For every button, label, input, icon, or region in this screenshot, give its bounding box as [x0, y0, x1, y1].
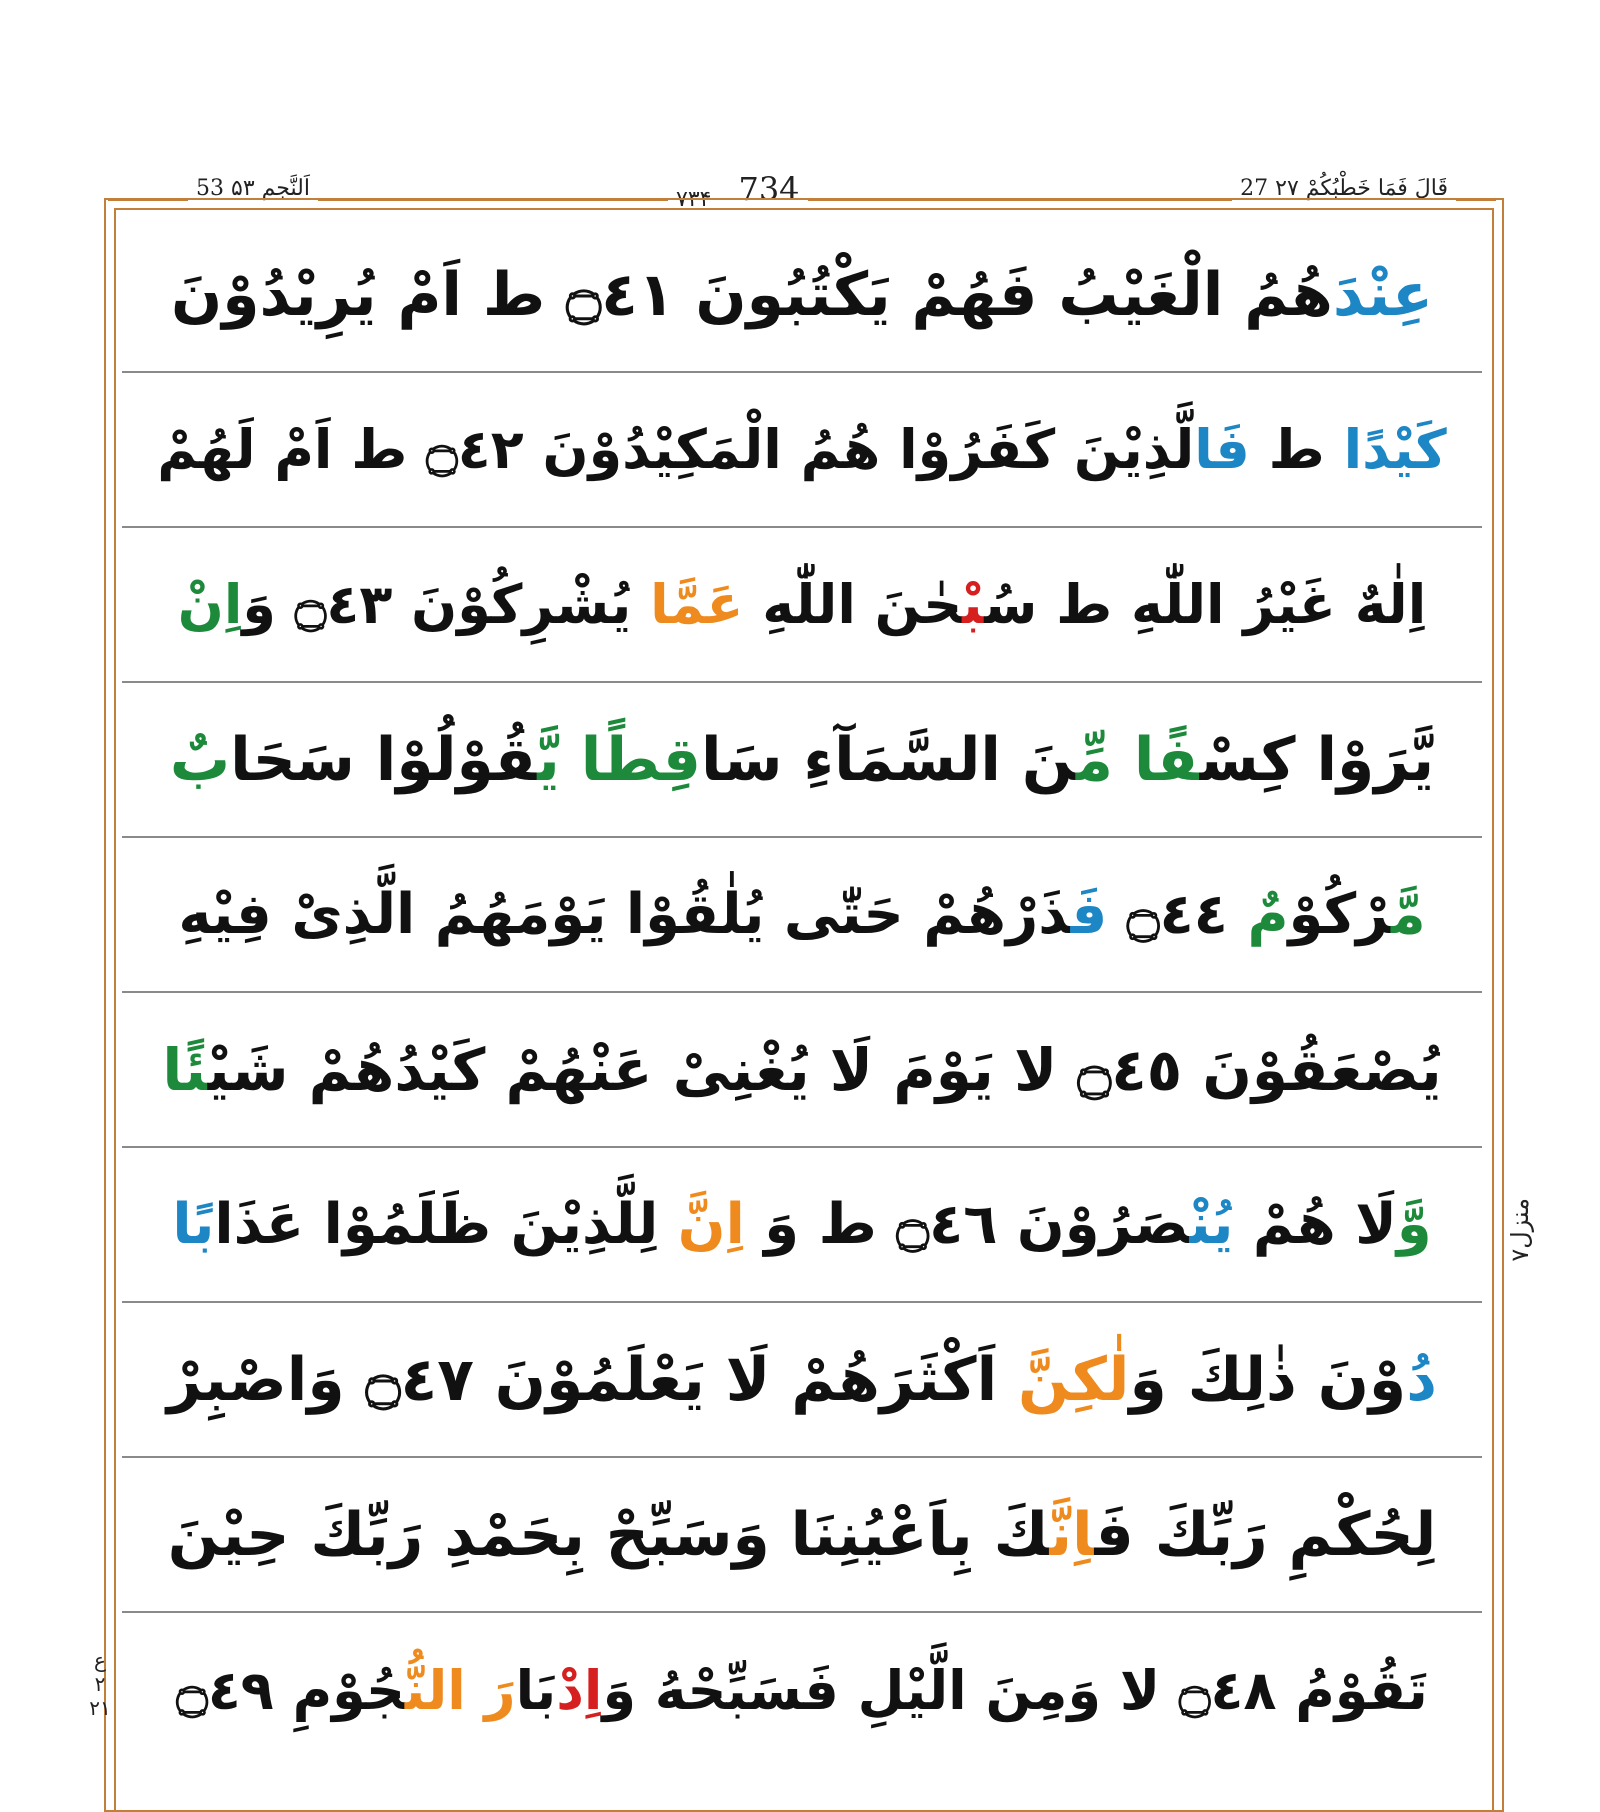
ayah-text [178, 881, 1426, 947]
text-segment: كَيْدًا [1343, 417, 1447, 481]
text-segment: لَّذِيْنَ كَفَرُوْا هُمُ الْمَكِيْدُوْنَ ۝٤٢ ط اَمْ لَهُمْ [157, 417, 1195, 481]
text-line [122, 993, 1482, 1148]
text-line [122, 373, 1482, 528]
text-line [122, 838, 1482, 993]
ayah-text [167, 1499, 1437, 1570]
text-segment: مٌ [1247, 881, 1289, 947]
page-number: 734 [738, 170, 800, 208]
text-segment: رْكُوْ [1288, 881, 1391, 947]
surah-label: 53 اَلنَّجم ۵۳ [188, 176, 318, 201]
text-line [122, 1613, 1482, 1768]
text-line [122, 683, 1482, 838]
text-segment: لِحُكْمِ رَبِّكَ فَ [1094, 1499, 1437, 1570]
juz-label: 27 قَالَ فَمَا خَطْبُکُمْ ۲۷ [1232, 176, 1456, 201]
text-segment: يَّرَوْا كِسْ [1199, 724, 1435, 795]
text-segment: ئًا [162, 1035, 208, 1104]
ayah-text [166, 1344, 1438, 1415]
text-segment: بٌ [169, 724, 231, 795]
text-segment: دُ [1406, 1344, 1438, 1415]
text-segment: اِنْ [177, 572, 243, 636]
text-segment: حٰنَ اللّٰهِ [743, 572, 963, 636]
text-segment: بًا [172, 1191, 215, 1257]
text-line [122, 528, 1482, 683]
text-segment: جُوْمِ ۝٤٩ [176, 1658, 405, 1722]
text-segment: عِنْدَ [1332, 259, 1433, 330]
text-segment: وَّ [1396, 1191, 1432, 1257]
text-segment: قُوْلُوْا سَحَا [230, 724, 538, 795]
text-line [122, 218, 1482, 373]
ayah-text [162, 1035, 1442, 1104]
text-segment: يُنْ [1189, 1191, 1234, 1257]
text-line [122, 1148, 1482, 1303]
ayah-text [172, 1191, 1432, 1257]
text-segment: اِنَّ [1049, 1499, 1095, 1570]
page-number-urdu: ۷۳۴ [676, 187, 712, 212]
text-segment: بَا [515, 1658, 557, 1722]
text-segment: يُصْعَقُوْنَ ۝٤٥ لا يَوْمَ لَا يُغْنِىْ عَنْهُمْ كَيْدُهُمْ شَيْ [207, 1035, 1442, 1104]
text-line [122, 1303, 1482, 1458]
text-segment: لَا هُمْ [1233, 1191, 1397, 1257]
text-segment: عَمَّا [650, 572, 744, 636]
ayah-text [171, 259, 1433, 330]
manzil-marker [1500, 1165, 1540, 1295]
ayah-text [169, 724, 1435, 795]
text-segment: ذَرْهُمْ حَتّٰى يُلٰقُوْا يَوْمَهُمُ الَّذِىْ فِيْهِ [178, 881, 1071, 947]
text-segment: ط [1249, 417, 1344, 481]
manzil-label: منزل۷ [1506, 1198, 1534, 1262]
ayah-text [157, 417, 1447, 481]
text-segment: كَ بِاَعْيُنِنَا وَسَبِّحْ بِحَمْدِ رَبِّكَ حِيْنَ [167, 1499, 1050, 1570]
text-segment: فَ [1070, 881, 1108, 947]
text-segment: لٰكِنَّ [1018, 1344, 1130, 1415]
text-segment: هُمُ الْغَيْبُ فَهُمْ يَكْتُبُونَ ۝٤١ ط اَمْ يُرِيْدُوْنَ [171, 259, 1333, 330]
ayah-text [176, 1658, 1428, 1722]
text-segment: فًا مِّ [1075, 724, 1200, 795]
text-segment: اِنَّ [677, 1191, 745, 1257]
text-segment: يُشْرِكُوْنَ ۝٤٣ وَ [242, 572, 651, 636]
ruku-marker: ع ۲ ۲۱ [89, 1648, 111, 1720]
text-segment: بْ [962, 572, 985, 636]
text-line [122, 1458, 1482, 1613]
text-segment: ۝٤٤ [1107, 881, 1248, 947]
text-segment: نَ السَّمَآءِ سَا [700, 724, 1076, 795]
text-segment: فَا [1194, 417, 1250, 481]
text-segment: لِلَّذِيْنَ ظَلَمُوْا عَذَا [214, 1191, 678, 1257]
text-segment: اِلٰهٌ غَيْرُ اللّٰهِ ط سُ [984, 572, 1427, 636]
text-segment: رَ النُّ [404, 1658, 516, 1722]
text-segment: مَّ [1391, 881, 1426, 947]
text-segment: وْنَ ذٰلِكَ وَ [1129, 1344, 1407, 1415]
text-segment: اِدْ [556, 1658, 603, 1722]
text-lines [122, 218, 1482, 1768]
text-segment: قِطًا يَّ [537, 724, 701, 795]
text-segment: اَكْثَرَهُمْ لَا يَعْلَمُوْنَ ۝٤٧ وَاصْبِرْ [166, 1344, 1019, 1415]
text-segment: تَقُوْمُ ۝٤٨ لا وَمِنَ الَّيْلِ فَسَبِّحْهُ وَ [602, 1658, 1428, 1722]
text-segment: صَرُوْنَ ۝٤٦ ط وَ [744, 1191, 1190, 1257]
ayah-text [177, 572, 1427, 636]
